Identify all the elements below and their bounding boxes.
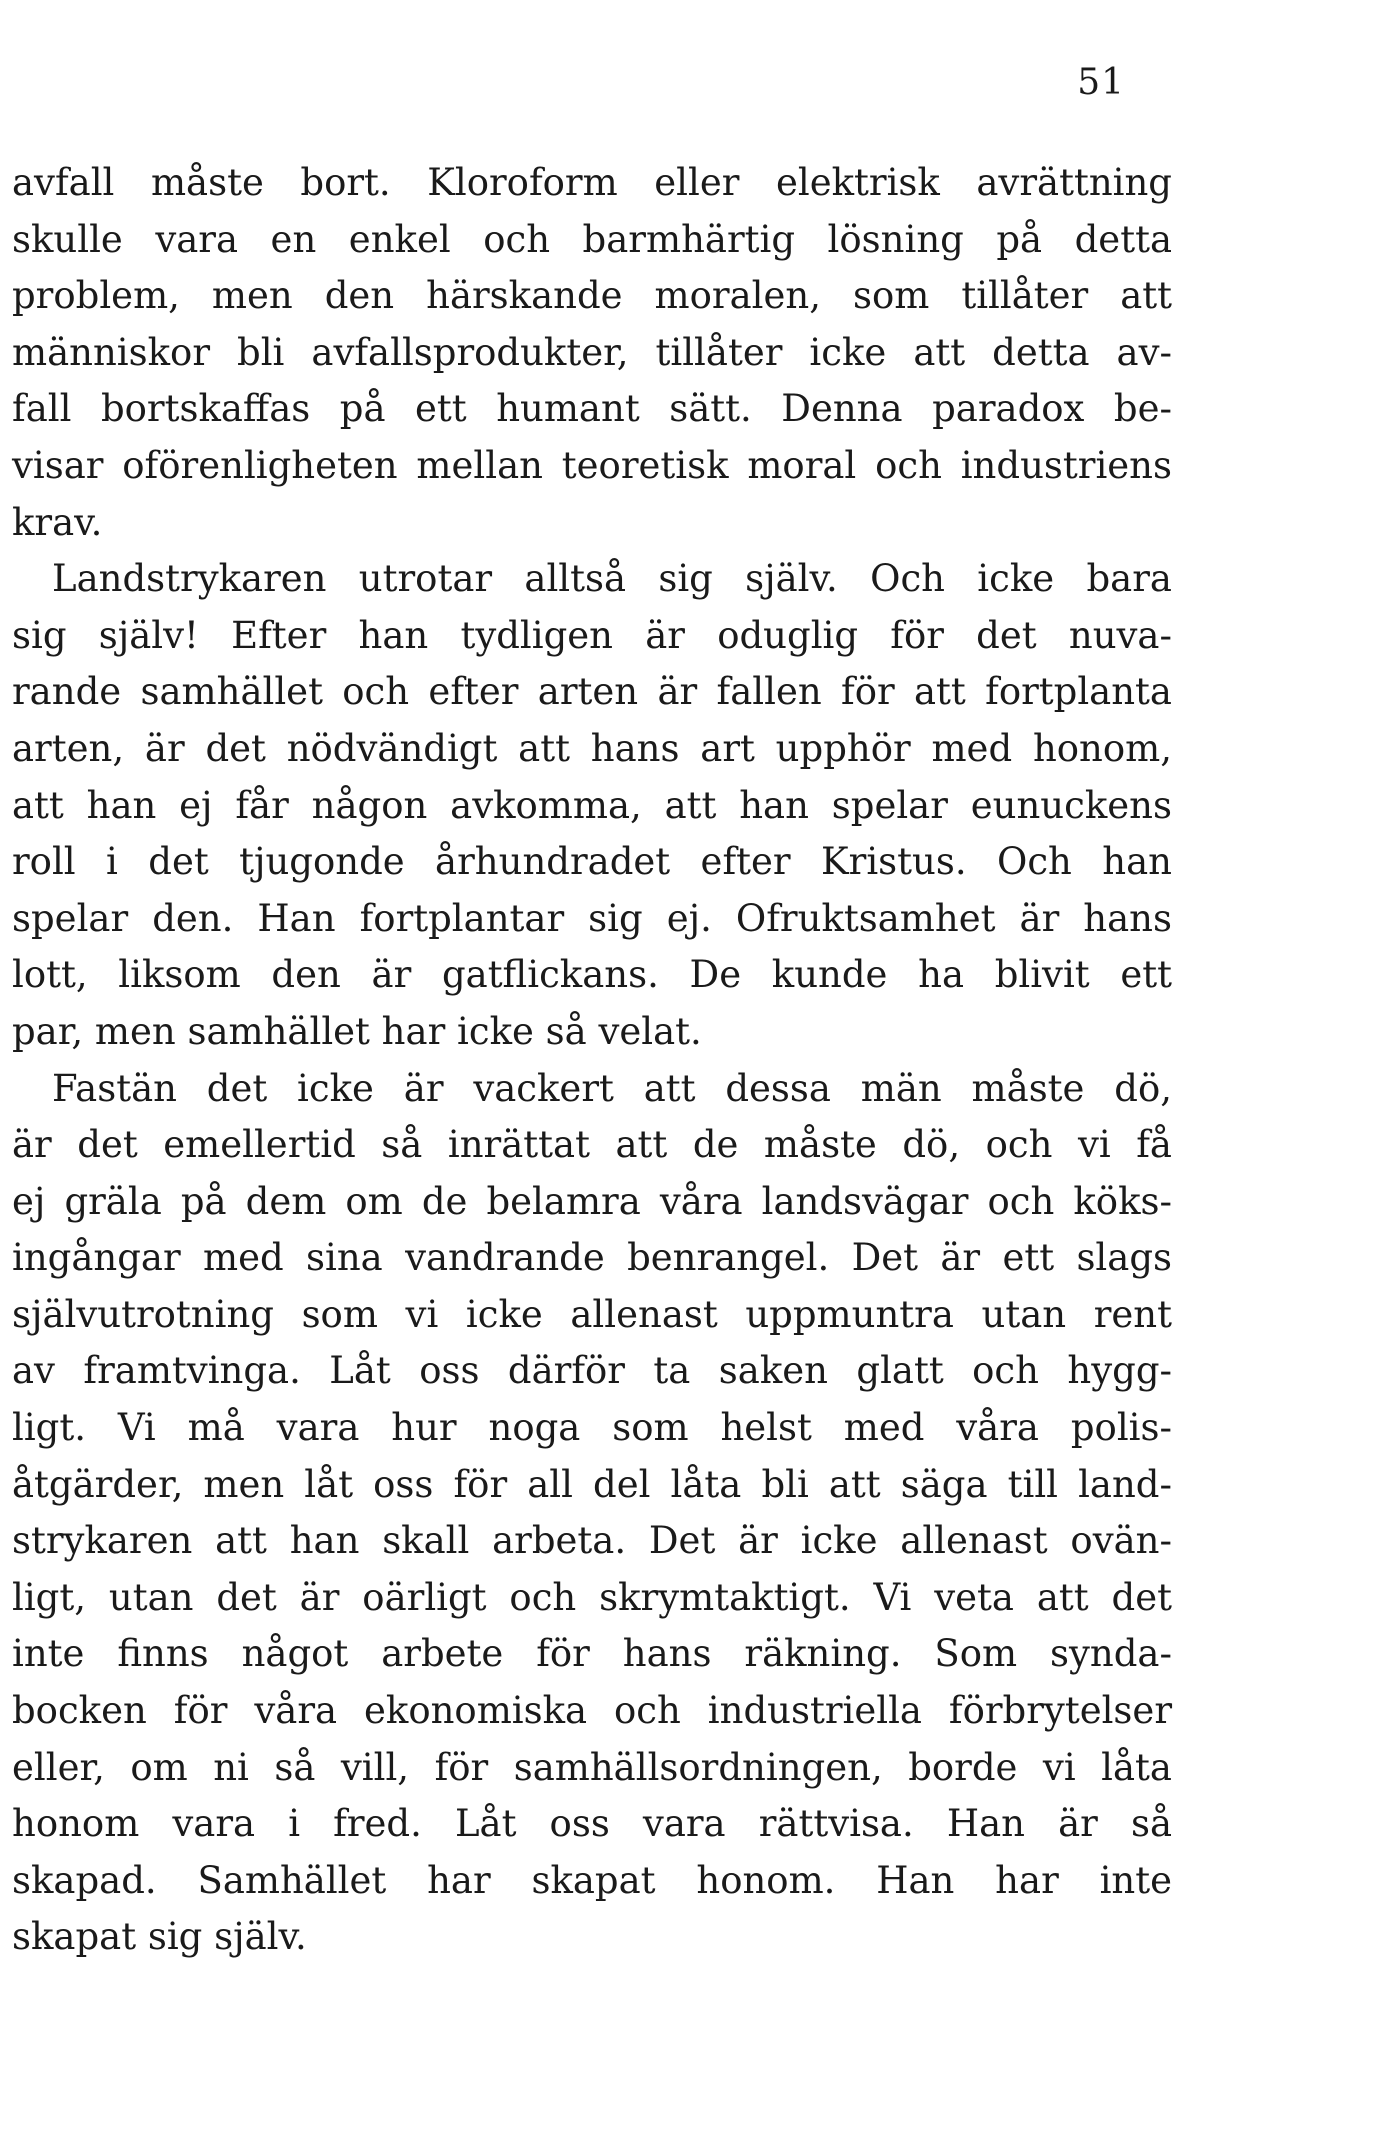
text-line: åtgärder, men låt oss för all del låta bli att säga till land- [12,1462,1172,1506]
text-line: arten, är det nödvändigt att hans art upphör med honom, [12,726,1172,770]
text-line: ej gräla på dem om de belamra våra landsvägar och köks- [12,1179,1172,1223]
text-line: sig själv! Efter han tydligen är oduglig för det nuva- [12,613,1172,657]
text-line: ligt, utan det är oärligt och skrymtaktigt. Vi veta att det [12,1575,1172,1619]
text-line: självutrotning som vi icke allenast uppmuntra utan rent [12,1292,1172,1336]
text-line: strykaren att han skall arbeta. Det är icke allenast ovän- [12,1519,1172,1563]
text-line: inte finns något arbete för hans räkning. Som synda- [12,1632,1172,1676]
text-line: Fastän det icke är vackert att dessa män måste dö, [52,1066,1172,1110]
text-line: skapat sig själv. [12,1915,307,1959]
text-line: roll i det tjugonde århundradet efter Kristus. Och han [12,840,1172,884]
text-line: skapad. Samhället har skapat honom. Han har inte [12,1858,1172,1902]
page-number: 51 [1077,62,1125,103]
text-line: ligt. Vi må vara hur noga som helst med våra polis- [12,1406,1172,1450]
text-line: honom vara i fred. Låt oss vara rättvisa. Han är så [12,1802,1172,1846]
text-line: avfall måste bort. Kloroform eller elektrisk avrättning [12,161,1172,204]
text-line: problem, men den härskande moralen, som tillåter att [12,274,1172,318]
text-line: par, men samhället har icke så velat. [12,1009,702,1053]
text-line: krav. [12,500,103,544]
text-line: visar oförenligheten mellan teoretisk moral och industriens [12,443,1172,487]
text-line: skulle vara en enkel och barmhärtig lösning på detta [12,217,1172,261]
text-line: bocken för våra ekonomiska och industriella förbrytelser [12,1689,1172,1733]
text-line: är det emellertid så inrättat att de måste dö, och vi få [12,1123,1172,1167]
text-line: spelar den. Han fortplantar sig ej. Ofruktsamhet är hans [12,896,1172,940]
text-line: Landstrykaren utrotar alltså sig själv. Och icke bara [52,557,1172,601]
text-line: lott, liksom den är gatflickans. De kunde ha blivit ett [12,953,1172,997]
text-line: att han ej får någon avkomma, att han spelar eunuckens [12,783,1172,827]
body-text [12,155,1172,1966]
text-line: rande samhället och efter arten är fallen för att fortplanta [12,670,1172,714]
text-line: fall bortskaffas på ett humant sätt. Denna paradox be- [12,387,1172,431]
text-line: ingångar med sina vandrande benrangel. Det är ett slags [12,1236,1172,1280]
text-line: eller, om ni så vill, för samhällsordningen, borde vi låta [12,1745,1172,1789]
text-line: av framtvinga. Låt oss därför ta saken glatt och hygg- [12,1349,1172,1393]
text-line: människor bli avfallsprodukter, tillåter icke att detta av- [12,330,1172,374]
